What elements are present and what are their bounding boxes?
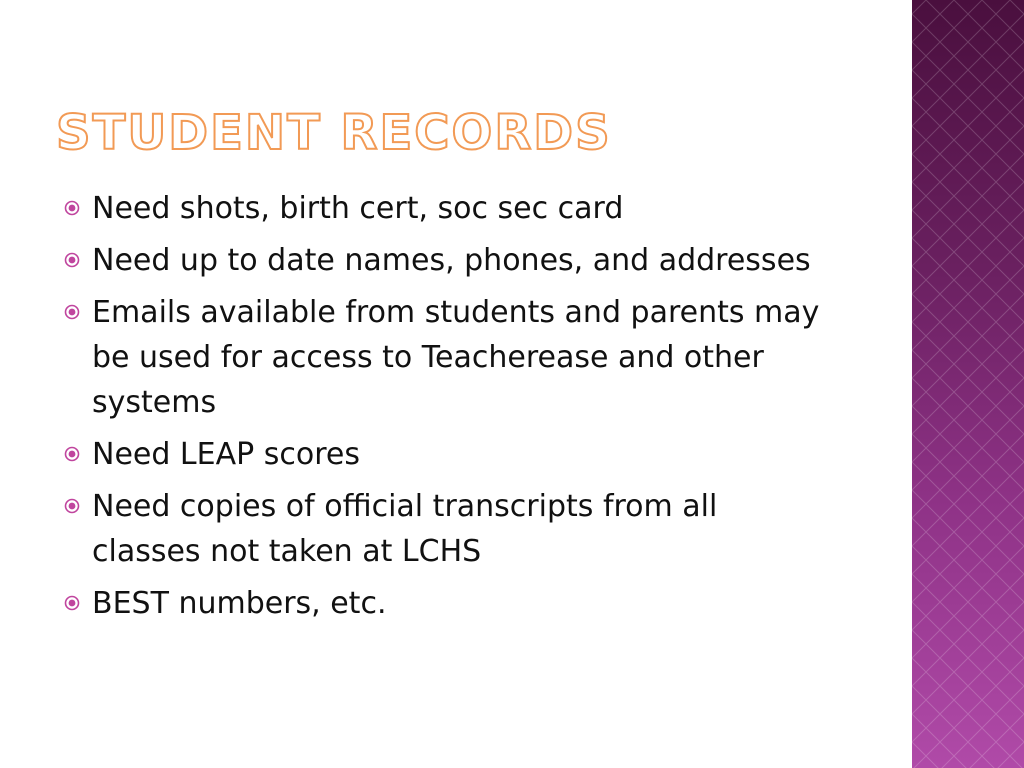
list-item [62, 186, 822, 231]
decorative-side-panel [912, 0, 1024, 768]
bullet-text: Need shots, birth cert, soc sec card [92, 191, 624, 226]
target-bullet-icon [64, 304, 80, 320]
list-item [62, 581, 822, 626]
target-bullet-icon [64, 595, 80, 611]
bullet-text: Need copies of official transcripts from all classes not taken at LCHS [92, 489, 718, 569]
bullet-text: Need LEAP scores [92, 437, 360, 472]
target-bullet-icon [64, 498, 80, 514]
target-bullet-icon [64, 200, 80, 216]
bullet-text: BEST numbers, etc. [92, 586, 387, 621]
bullet-text: Emails available from students and parents may be used for access to Teacherease and other systems [92, 295, 820, 420]
list-item [62, 484, 822, 574]
slide-title: STUDENT RECORDS [56, 105, 612, 161]
target-bullet-icon [64, 446, 80, 462]
target-bullet-icon [64, 252, 80, 268]
list-item [62, 238, 822, 283]
diamond-pattern-icon [912, 0, 1024, 768]
list-item [62, 432, 822, 477]
list-item [62, 290, 822, 425]
bullet-list [62, 186, 822, 633]
bullet-text: Need up to date names, phones, and addresses [92, 243, 811, 278]
